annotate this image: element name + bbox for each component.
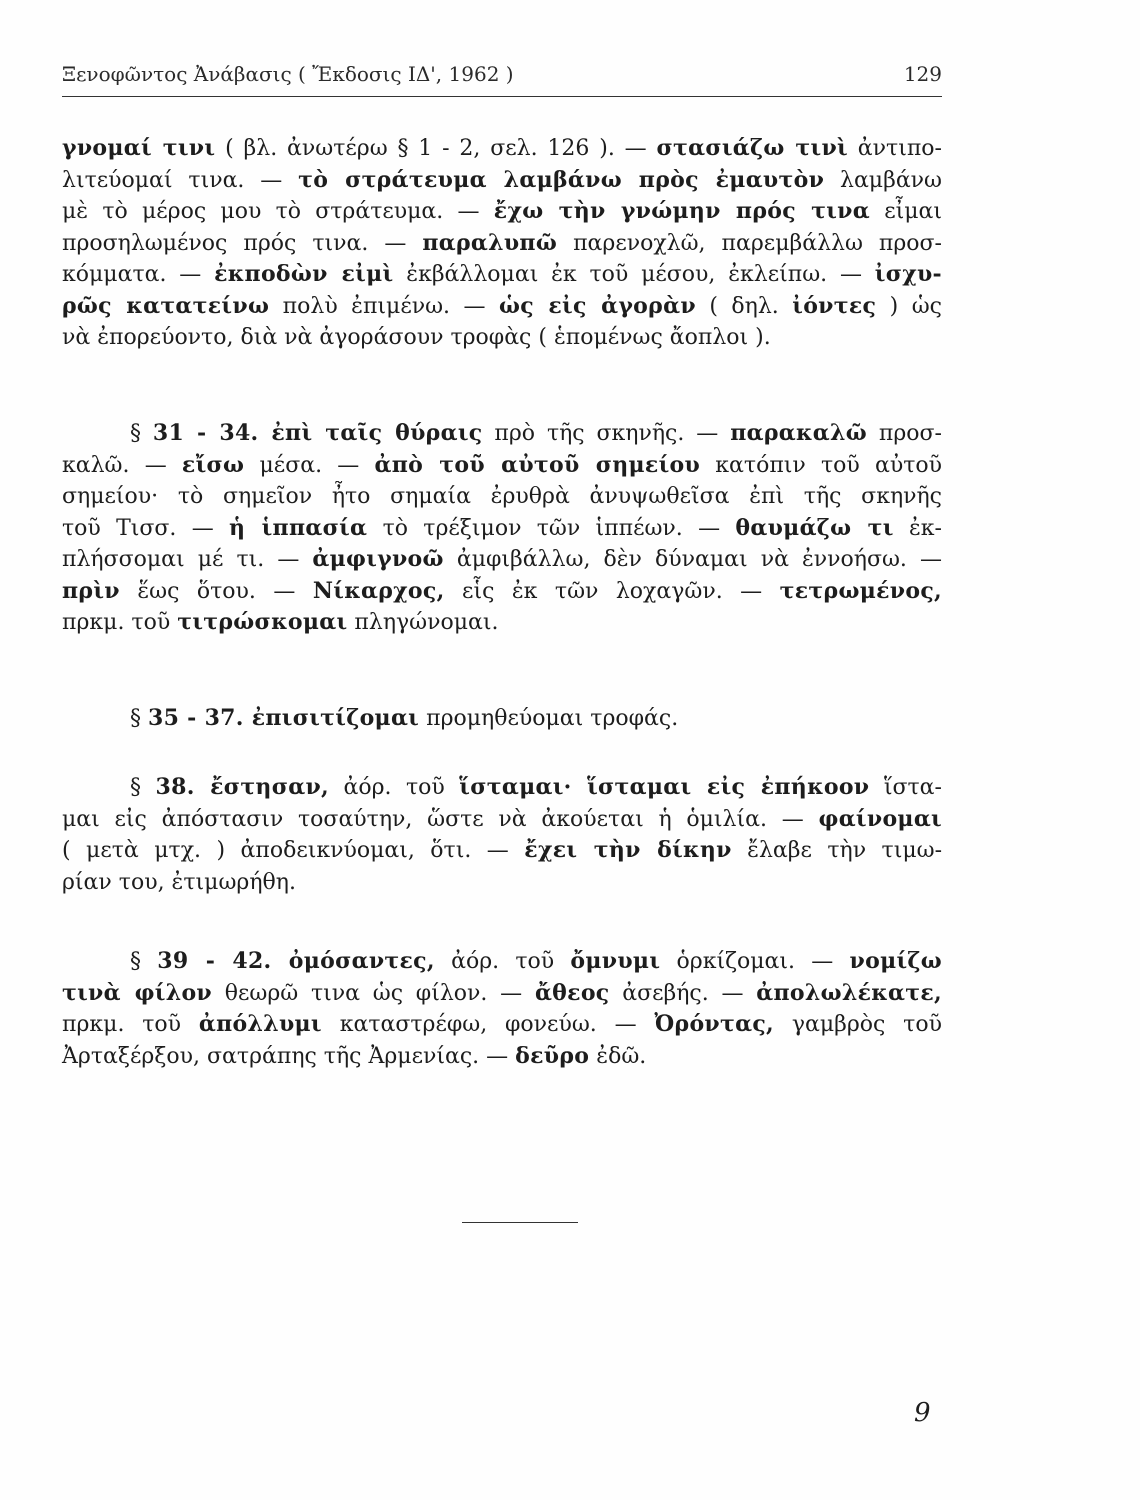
- text-line: μὲ τὸ μέρος μου τὸ στράτευμα. — ἔχω τὴν γνώμην πρός τινα εἶμαι: [62, 198, 942, 224]
- footnote-rule: [462, 1222, 578, 1223]
- text-line: § 38. ἔστησαν, ἀόρ. τοῦ ἵσταμαι· ἵσταμαι εἰς ἐπήκοον ἵστα-: [130, 774, 942, 800]
- page-number: 129: [903, 62, 942, 86]
- header-title: Ξενοφῶντος Ἀνάβασις ( Ἔκδοσις ΙΔ', 1962 ): [62, 62, 514, 86]
- text-line: κόμματα. — ἐκποδὼν εἰμὶ ἐκβάλλομαι ἐκ τοῦ μέσου, ἐκλείπω. — ἰσχυ-: [62, 261, 942, 287]
- text-line: πρκμ. τοῦ τιτρώσκομαι πληγώνομαι.: [62, 609, 499, 635]
- paragraph-3: [62, 703, 942, 735]
- text-line: προσηλωμένος πρός τινα. — παραλυπῶ παρενοχλῶ, παρεμβάλλω προσ-: [62, 229, 942, 256]
- text-line: § 39 - 42. ὀμόσαντες, ἀόρ. τοῦ ὄμνυμι ὁρκίζομαι. — νομίζω: [130, 948, 942, 974]
- text-line: πρὶν ἕως ὅτου. — Νίκαρχος, εἷς ἐκ τῶν λοχαγῶν. — τετρωμένος,: [62, 577, 942, 604]
- text-line: ρῶς κατατείνω πολὺ ἐπιμένω. — ὡς εἰς ἀγορὰν ( δηλ. ἰόντες ) ὡς: [62, 292, 942, 319]
- text-line: Ἀρταξέρξου, σατράπης τῆς Ἀρμενίας. — δεῦρο ἐδῶ.: [62, 1042, 647, 1069]
- text-line: τινὰ φίλον θεωρῶ τινα ὡς φίλον. — ἄθεος ἀσεβής. — ἀπολωλέκατε,: [62, 979, 942, 1006]
- paragraph-5: [62, 946, 942, 1072]
- text-line: μαι εἰς ἀπόστασιν τοσαύτην, ὥστε νὰ ἀκούεται ἡ ὁμιλία. — φαίνομαι: [62, 805, 942, 832]
- text-line: ρίαν του, ἐτιμωρήθη.: [62, 869, 296, 895]
- paragraph-2: [62, 418, 942, 639]
- text-line: πλήσσομαι μέ τι. — ἀμφιγνοῶ ἀμφιβάλλω, δὲν δύναμαι νὰ ἐννοήσω. —: [62, 546, 942, 572]
- text-line: σημείου· τὸ σημεῖον ἦτο σημαία ἐρυθρὰ ἀνυψωθεῖσα ἐπὶ τῆς σκηνῆς: [62, 484, 942, 509]
- text-line: γνομαί τινι ( βλ. ἀνωτέρω § 1 - 2, σελ. 126 ). — στασιάζω τινὶ ἀντιπο-: [62, 135, 942, 161]
- text-line: τοῦ Τισσ. — ἡ ἱππασία τὸ τρέξιμον τῶν ἱππέων. — θαυμάζω τι ἐκ-: [62, 514, 942, 541]
- paragraph-1: [62, 133, 942, 354]
- running-header: [62, 60, 942, 97]
- paragraph-4: [62, 772, 942, 898]
- text-line: λιτεύομαί τινα. — τὸ στράτευμα λαμβάνω πρὸς ἐμαυτὸν λαμβάνω: [62, 166, 942, 193]
- text-line: § 31 - 34. ἐπὶ ταῖς θύραις πρὸ τῆς σκηνῆς. — παρακαλῶ προσ-: [130, 420, 942, 446]
- text-line: καλῶ. — εἴσω μέσα. — ἀπὸ τοῦ αὐτοῦ σημείου κατόπιν τοῦ αὐτοῦ: [62, 451, 942, 478]
- signature-mark: 9: [914, 1398, 931, 1428]
- text-line: ( μετὰ μτχ. ) ἀποδεικνύομαι, ὅτι. — ἔχει τὴν δίκην ἔλαβε τὴν τιμω-: [62, 837, 942, 863]
- text-line: πρκμ. τοῦ ἀπόλλυμι καταστρέφω, φονεύω. — Ὀρόντας, γαμβρὸς τοῦ: [62, 1011, 942, 1037]
- text-line: § 35 - 37. ἐπισιτίζομαι προμηθεύομαι τροφάς.: [130, 705, 679, 731]
- text-line: νὰ ἐπορεύοντο, διὰ νὰ ἀγοράσουν τροφὰς ( ἑπομένως ἄοπλοι ).: [62, 325, 771, 350]
